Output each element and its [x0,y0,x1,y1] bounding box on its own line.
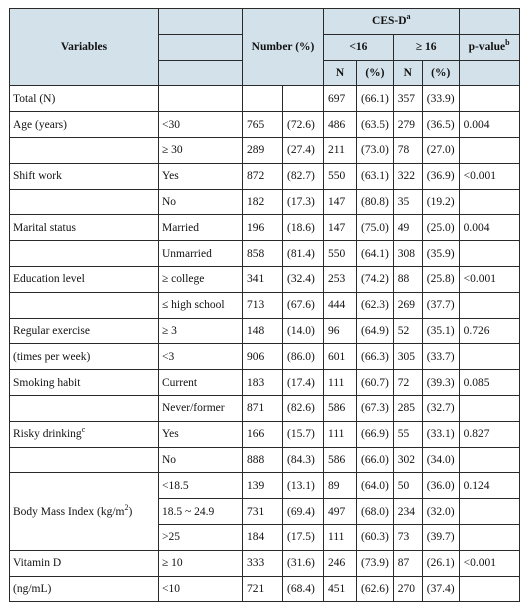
ge16-pct-cell: (39.7) [422,524,459,550]
number-pct-cell [283,86,324,112]
lt16-n-cell: 246 [324,550,357,576]
lt16-pct-cell: (60.3) [357,524,394,550]
ge16-pct-cell: (36.9) [422,163,459,189]
number-pct-cell: (72.6) [283,112,324,138]
ge16-pct-cell: (33.1) [422,421,459,447]
variable-cell [10,266,159,292]
lt16-pct-cell: (66.1) [357,86,394,112]
lt16-n-cell: 444 [324,292,357,318]
category-cell: No [159,189,243,215]
lt16-pct-cell: (74.2) [357,266,394,292]
pvalue-cell [459,447,519,473]
lt16-pct-cell: (73.9) [357,550,394,576]
ge16-n-cell: 50 [393,473,422,499]
ge16-n-cell: 87 [393,550,422,576]
ge16-pct-cell: (37.4) [422,576,459,602]
data-table [9,8,520,602]
table-row [10,163,520,189]
pvalue-cell: 0.827 [459,421,519,447]
lt16-n-cell: 111 [324,524,357,550]
table-row [10,292,520,318]
category-cell: ≥ college [159,266,243,292]
lt16-pct-cell: (73.0) [357,137,394,163]
variable-cell [10,137,159,163]
pvalue-cell [459,292,519,318]
table-row [10,395,520,421]
ge16-pct-cell: (36.5) [422,112,459,138]
variable-superscript: 2 [124,502,129,512]
variable-cell [10,344,159,370]
lt16-pct-cell: (66.0) [357,447,394,473]
category-cell: Married [159,215,243,241]
header-number-pct: Number (%) [243,9,324,86]
number-pct-cell: (17.3) [283,189,324,215]
pvalue-cell: 0.726 [459,318,519,344]
pvalue-cell [459,499,519,525]
lt16-n-cell: 111 [324,421,357,447]
number-pct-cell: (67.6) [283,292,324,318]
pvalue-cell [459,524,519,550]
variable-cell [10,370,159,396]
header-pct: (%) [357,60,394,86]
ge16-n-cell: 49 [393,215,422,241]
lt16-n-cell: 147 [324,215,357,241]
lt16-n-cell: 96 [324,318,357,344]
number-pct-cell: (82.6) [283,395,324,421]
number-cell: 731 [243,499,283,525]
lt16-n-cell: 601 [324,344,357,370]
category-cell: ≥ 30 [159,137,243,163]
ge16-n-cell: 72 [393,370,422,396]
variable-cell [10,241,159,267]
table-row [10,137,520,163]
category-cell: Unmarried [159,241,243,267]
number-pct-cell: (81.4) [283,241,324,267]
number-cell: 765 [243,112,283,138]
header-blank [459,60,519,86]
category-cell: <18.5 [159,473,243,499]
variable-label: Marital status [13,221,76,234]
variable-label: Education level [13,273,85,286]
table-row [10,344,520,370]
variable-cell [10,112,159,138]
header-blank [159,34,243,60]
ge16-pct-cell: (32.0) [422,499,459,525]
category-cell: Yes [159,421,243,447]
number-cell: 139 [243,473,283,499]
table-row [10,370,520,396]
ge16-n-cell: 357 [393,86,422,112]
number-cell: 858 [243,241,283,267]
number-cell: 148 [243,318,283,344]
category-cell: Current [159,370,243,396]
pvalue-cell: 0.124 [459,473,519,499]
pvalue-cell: <0.001 [459,163,519,189]
number-pct-cell: (15.7) [283,421,324,447]
lt16-n-cell: 253 [324,266,357,292]
variable-cell [10,215,159,241]
table-row [10,473,520,499]
number-pct-cell: (82.7) [283,163,324,189]
ge16-n-cell: 305 [393,344,422,370]
variable-cell [10,473,159,550]
category-cell: Yes [159,163,243,189]
number-pct-cell: (18.6) [283,215,324,241]
variable-cell [10,421,159,447]
table-row [10,318,520,344]
lt16-n-cell: 550 [324,163,357,189]
lt16-n-cell: 89 [324,473,357,499]
table-row [10,189,520,215]
variable-cell [10,447,159,473]
pvalue-cell [459,395,519,421]
variable-label: Regular exercise [13,324,90,337]
lt16-n-cell: 586 [324,395,357,421]
header-variables: Variables [10,9,159,86]
ge16-n-cell: 35 [393,189,422,215]
header-blank [159,60,243,86]
ge16-n-cell: 308 [393,241,422,267]
header-blank [459,9,519,35]
lt16-pct-cell: (62.3) [357,292,394,318]
pvalue-cell [459,344,519,370]
ge16-pct-cell: (34.0) [422,447,459,473]
pvalue-cell: 0.004 [459,215,519,241]
variable-label: Risky drinking [13,428,82,441]
lt16-n-cell: 486 [324,112,357,138]
number-pct-cell: (32.4) [283,266,324,292]
number-cell: 713 [243,292,283,318]
number-cell: 196 [243,215,283,241]
lt16-n-cell: 550 [324,241,357,267]
variable-cell [10,395,159,421]
number-cell: 872 [243,163,283,189]
category-cell: ≥ 3 [159,318,243,344]
ge16-n-cell: 269 [393,292,422,318]
pvalue-cell [459,86,519,112]
variable-cell [10,318,159,344]
lt16-n-cell: 211 [324,137,357,163]
lt16-n-cell: 586 [324,447,357,473]
header-cesd: CES-$D^a$ [324,9,460,35]
variable-cell [10,576,159,602]
table-row [10,266,520,292]
ge16-n-cell: 52 [393,318,422,344]
lt16-pct-cell: (80.8) [357,189,394,215]
pvalue-cell [459,189,519,215]
number-cell: 906 [243,344,283,370]
number-cell: 289 [243,137,283,163]
ge16-pct-cell: (33.9) [422,86,459,112]
variable-label: Smoking habit [13,376,81,389]
lt16-n-cell: 497 [324,499,357,525]
number-pct-cell: (86.0) [283,344,324,370]
number-pct-cell: (27.4) [283,137,324,163]
table-row [10,576,520,602]
number-pct-cell: (84.3) [283,447,324,473]
ge16-pct-cell: (27.0) [422,137,459,163]
variable-label: (ng/mL) [13,582,52,595]
number-pct-cell: (13.1) [283,473,324,499]
category-cell [159,86,243,112]
ge16-pct-cell: (35.9) [422,241,459,267]
category-cell: Never/former [159,395,243,421]
table-row [10,550,520,576]
variable-label: Body Mass Index (kg/m [13,505,125,518]
category-cell: No [159,447,243,473]
header-ge16: ≥ 16 [393,34,459,60]
variable-label: (times per week) [13,350,91,363]
category-cell: ≥ 10 [159,550,243,576]
category-cell: 18.5 ~ 24.9 [159,499,243,525]
pvalue-cell [459,241,519,267]
variable-superscript: c [81,425,86,435]
ge16-pct-cell: (25.8) [422,266,459,292]
ge16-pct-cell: (25.0) [422,215,459,241]
number-cell: 184 [243,524,283,550]
ge16-pct-cell: (19.2) [422,189,459,215]
variable-label: Shift work [13,170,62,183]
number-cell: 166 [243,421,283,447]
lt16-pct-cell: (64.9) [357,318,394,344]
number-cell: 721 [243,576,283,602]
number-cell: 888 [243,447,283,473]
header-pct: (%) [422,60,459,86]
lt16-n-cell: 111 [324,370,357,396]
number-pct-cell: (17.5) [283,524,324,550]
table-row [10,241,520,267]
ge16-n-cell: 78 [393,137,422,163]
variable-label: Vitamin D [13,557,62,570]
category-cell: <3 [159,344,243,370]
category-cell: <10 [159,576,243,602]
pvalue-cell: 0.085 [459,370,519,396]
header-lt16: <16 [324,34,394,60]
pvalue-cell: <0.001 [459,550,519,576]
number-pct-cell: (17.4) [283,370,324,396]
table-row [10,421,520,447]
ge16-n-cell: 302 [393,447,422,473]
header-n: N [393,60,422,86]
number-cell: 341 [243,266,283,292]
header-n: N [324,60,357,86]
ge16-n-cell: 55 [393,421,422,447]
lt16-pct-cell: (60.7) [357,370,394,396]
table-row [10,112,520,138]
number-cell [243,86,283,112]
table-row [10,447,520,473]
variable-label-tail: ) [128,505,133,518]
table-container [9,8,520,602]
ge16-pct-cell: (26.1) [422,550,459,576]
number-cell: 871 [243,395,283,421]
pvalue-cell: <0.001 [459,266,519,292]
ge16-n-cell: 279 [393,112,422,138]
category-cell: ≤ high school [159,292,243,318]
ge16-n-cell: 73 [393,524,422,550]
lt16-pct-cell: (66.3) [357,344,394,370]
variable-label: Age (years) [13,118,67,131]
number-pct-cell: (68.4) [283,576,324,602]
lt16-pct-cell: (68.0) [357,499,394,525]
category-cell: <30 [159,112,243,138]
lt16-pct-cell: (63.1) [357,163,394,189]
table-row [10,215,520,241]
variable-cell [10,163,159,189]
lt16-pct-cell: (64.0) [357,473,394,499]
variable-cell [10,550,159,576]
variable-cell [10,189,159,215]
ge16-pct-cell: (32.7) [422,395,459,421]
lt16-n-cell: 451 [324,576,357,602]
ge16-n-cell: 270 [393,576,422,602]
lt16-pct-cell: (66.9) [357,421,394,447]
table-body [10,86,520,602]
header-pvalue: p-value$^b$ [459,34,519,60]
ge16-n-cell: 322 [393,163,422,189]
number-cell: 183 [243,370,283,396]
number-pct-cell: (31.6) [283,550,324,576]
lt16-pct-cell: (64.1) [357,241,394,267]
ge16-pct-cell: (39.3) [422,370,459,396]
pvalue-cell: 0.004 [459,112,519,138]
lt16-n-cell: 697 [324,86,357,112]
lt16-pct-cell: (62.6) [357,576,394,602]
ge16-pct-cell: (37.7) [422,292,459,318]
ge16-n-cell: 88 [393,266,422,292]
number-pct-cell: (69.4) [283,499,324,525]
variable-cell [10,292,159,318]
table-row [10,86,520,112]
number-pct-cell: (14.0) [283,318,324,344]
pvalue-cell [459,137,519,163]
category-cell: >25 [159,524,243,550]
pvalue-cell [459,576,519,602]
ge16-pct-cell: (33.7) [422,344,459,370]
header-blank [159,9,243,35]
lt16-pct-cell: (63.5) [357,112,394,138]
lt16-pct-cell: (75.0) [357,215,394,241]
variable-label: Total (N) [13,92,56,105]
ge16-pct-cell: (35.1) [422,318,459,344]
variable-cell [10,86,159,112]
number-cell: 182 [243,189,283,215]
table-header [10,9,520,86]
ge16-n-cell: 234 [393,499,422,525]
lt16-pct-cell: (67.3) [357,395,394,421]
number-cell: 333 [243,550,283,576]
lt16-n-cell: 147 [324,189,357,215]
ge16-n-cell: 285 [393,395,422,421]
ge16-pct-cell: (36.0) [422,473,459,499]
